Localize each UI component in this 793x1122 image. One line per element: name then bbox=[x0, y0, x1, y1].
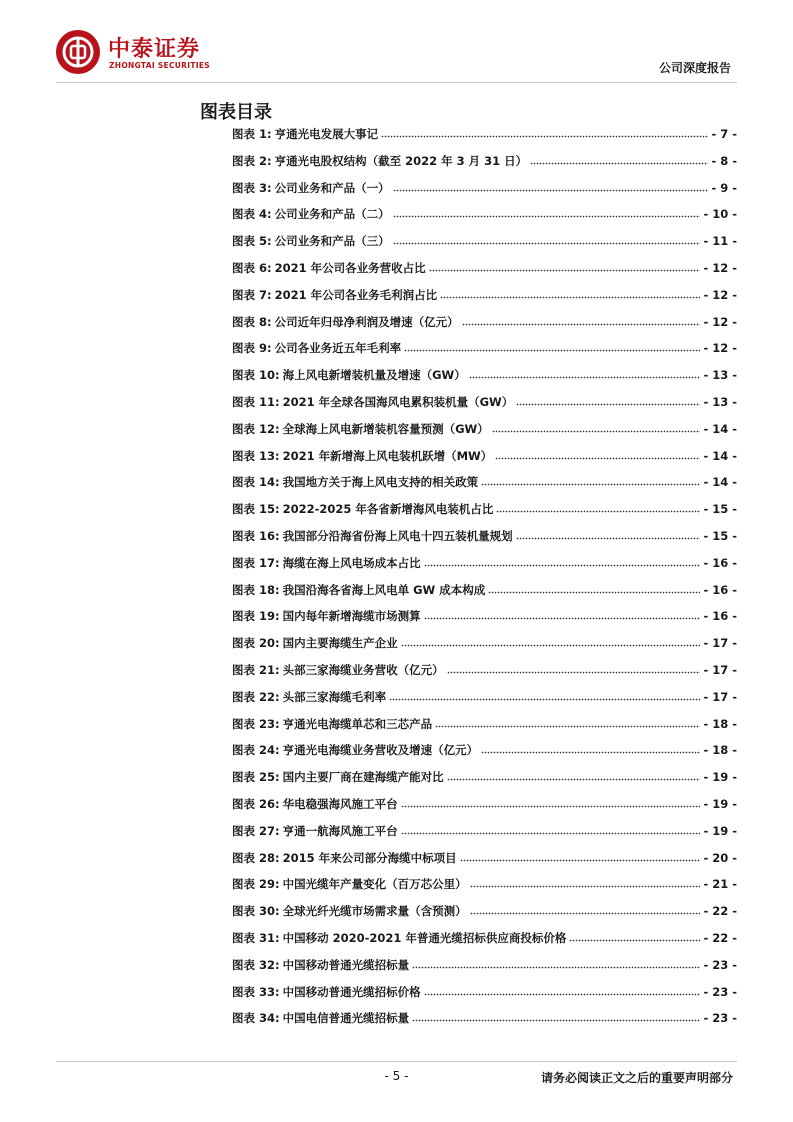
toc-entry-label: 图表 14: bbox=[232, 475, 280, 490]
toc-entry-title: 中国移动普通光缆招标量 bbox=[282, 957, 410, 972]
logo-chinese-name: 中泰证券 bbox=[108, 37, 201, 62]
toc-entry-page: - 18 - bbox=[703, 743, 737, 758]
toc-entry-label: 图表 9: bbox=[232, 341, 272, 356]
toc-entry[interactable] bbox=[232, 287, 737, 314]
toc-entry-title: 全球光纤光缆市场需求量（含预测） bbox=[282, 904, 467, 919]
toc-entry-title: 亨通光电海缆业务营收及增速（亿元） bbox=[282, 743, 479, 758]
toc-entry-label: 图表 19: bbox=[232, 609, 280, 624]
toc-entry[interactable] bbox=[232, 608, 737, 635]
toc-entry-label: 图表 27: bbox=[232, 823, 280, 838]
toc-entry[interactable] bbox=[232, 367, 737, 394]
toc-entry-label: 图表 25: bbox=[232, 770, 280, 785]
footer-disclaimer: 请务必阅读正文之后的重要声明部分 bbox=[540, 1071, 733, 1085]
toc-entry-title: 公司业务和产品（二） bbox=[274, 207, 390, 222]
toc-entry-page: - 18 - bbox=[703, 716, 737, 731]
toc-entry-label: 图表 1: bbox=[232, 127, 272, 141]
toc-entry-label: 图表 2: bbox=[232, 153, 272, 168]
toc-entry-page: - 19 - bbox=[703, 770, 737, 785]
toc-entry[interactable] bbox=[232, 796, 737, 823]
toc-entry-page: - 17 - bbox=[703, 662, 737, 677]
toc-dot-leader bbox=[404, 344, 700, 352]
toc-dot-leader bbox=[481, 478, 700, 486]
toc-dot-leader bbox=[389, 693, 700, 701]
toc-dot-leader bbox=[530, 157, 708, 165]
toc-entry[interactable] bbox=[232, 716, 737, 743]
toc-dot-leader bbox=[488, 586, 700, 594]
toc-entry-page: - 19 - bbox=[703, 796, 737, 811]
toc-entry-label: 图表 32: bbox=[232, 957, 280, 972]
toc-entry[interactable] bbox=[232, 769, 737, 796]
toc-entry[interactable] bbox=[232, 850, 737, 877]
toc-entry-title: 公司近年归母净利润及增速（亿元） bbox=[274, 314, 459, 329]
toc-entry-title: 2021 年全球各国海风电累积装机量（GW） bbox=[282, 394, 514, 409]
toc-entry-label: 图表 18: bbox=[232, 582, 280, 597]
toc-entry[interactable] bbox=[232, 501, 737, 528]
toc-dot-leader bbox=[393, 237, 701, 245]
toc-dot-leader bbox=[429, 264, 701, 272]
toc-entry-title: 我国地方关于海上风电支持的相关政策 bbox=[282, 475, 479, 490]
toc-entry-label: 图表 31: bbox=[232, 930, 280, 945]
toc-dot-leader bbox=[447, 666, 701, 674]
toc-entry[interactable] bbox=[232, 474, 737, 501]
toc-entry-label: 图表 20: bbox=[232, 636, 280, 651]
toc-entry-page: - 13 - bbox=[703, 368, 737, 383]
toc-dot-leader bbox=[393, 184, 709, 192]
toc-entry-page: - 7 - bbox=[711, 127, 737, 141]
toc-entry-title: 全球海上风电新增装机容量预测（GW） bbox=[282, 421, 489, 436]
toc-entry-label: 图表 7: bbox=[232, 287, 272, 302]
toc-entry-title: 中国移动普通光缆招标价格 bbox=[282, 984, 421, 999]
toc-entry-label: 图表 10: bbox=[232, 368, 280, 383]
toc-entry-title: 2021 年公司各业务毛利润占比 bbox=[274, 287, 438, 302]
toc-dot-leader bbox=[495, 452, 700, 460]
toc-entry-title: 2022-2025 年各省新增海风电装机占比 bbox=[282, 502, 494, 517]
toc-entry[interactable] bbox=[232, 876, 737, 903]
toc-entry-title: 2015 年来公司部分海缆中标项目 bbox=[282, 850, 457, 865]
toc-heading: 图表目录 bbox=[200, 102, 272, 123]
toc-dot-leader bbox=[424, 988, 701, 996]
toc-dot-leader bbox=[440, 291, 700, 299]
toc-entry-page: - 17 - bbox=[703, 636, 737, 651]
toc-entry-label: 图表 30: bbox=[232, 904, 280, 919]
toc-entry[interactable] bbox=[232, 689, 737, 716]
toc-dot-leader bbox=[496, 505, 700, 513]
toc-dot-leader bbox=[393, 210, 701, 218]
toc-entry-label: 图表 26: bbox=[232, 796, 280, 811]
toc-entry-page: - 16 - bbox=[703, 609, 737, 624]
toc-entry-title: 中国电信普通光缆招标量 bbox=[282, 1011, 410, 1026]
toc-entry[interactable] bbox=[232, 984, 737, 1011]
toc-entry-page: - 14 - bbox=[703, 448, 737, 463]
toc-entry-page: - 11 - bbox=[703, 234, 737, 249]
toc-entry-title: 国内主要厂商在建海缆产能对比 bbox=[282, 770, 444, 785]
toc-dot-leader bbox=[424, 612, 701, 620]
toc-entry-page: - 12 - bbox=[703, 287, 737, 302]
toc-entry-page: - 14 - bbox=[703, 421, 737, 436]
toc-entry-page: - 23 - bbox=[703, 984, 737, 999]
toc-dot-leader bbox=[401, 639, 701, 647]
toc-dot-leader bbox=[462, 318, 701, 326]
toc-entry-page: - 23 - bbox=[703, 1011, 737, 1026]
toc-entry-title: 头部三家海缆业务营收（亿元） bbox=[282, 662, 444, 677]
toc-entry-title: 华电稳强海风施工平台 bbox=[282, 796, 398, 811]
toc-entry-title: 公司各业务近五年毛利率 bbox=[274, 341, 402, 356]
toc-entry-page: - 17 - bbox=[703, 689, 737, 704]
toc-entry-label: 图表 3: bbox=[232, 180, 272, 195]
toc-entry[interactable] bbox=[232, 126, 737, 153]
toc-entry-page: - 16 - bbox=[703, 582, 737, 597]
toc-entry-title: 公司业务和产品（一） bbox=[274, 180, 390, 195]
toc-entry-title: 海缆在海上风电场成本占比 bbox=[282, 555, 421, 570]
toc-entry-title: 2021 年公司各业务营收占比 bbox=[274, 260, 426, 275]
company-logo bbox=[56, 30, 246, 80]
toc-entry-label: 图表 29: bbox=[232, 877, 280, 892]
toc-entry[interactable] bbox=[232, 340, 737, 367]
figure-toc-list bbox=[232, 126, 737, 1037]
toc-entry[interactable] bbox=[232, 206, 737, 233]
toc-dot-leader bbox=[412, 1014, 700, 1022]
toc-dot-leader bbox=[424, 559, 701, 567]
toc-entry-title: 国内每年新增海缆市场测算 bbox=[282, 609, 421, 624]
toc-entry-label: 图表 8: bbox=[232, 314, 272, 329]
toc-entry-title: 2021 年新增海上风电装机跃增（MW） bbox=[282, 448, 493, 463]
toc-entry-title: 中国光缆年产量变化（百万芯公里） bbox=[282, 877, 467, 892]
toc-entry-page: - 21 - bbox=[703, 877, 737, 892]
toc-entry-title: 我国部分沿海省份海上风电十四五装机量规划 bbox=[282, 528, 513, 543]
toc-entry-label: 图表 4: bbox=[232, 207, 272, 222]
toc-entry[interactable] bbox=[232, 314, 737, 341]
toc-entry[interactable] bbox=[232, 421, 737, 448]
toc-dot-leader bbox=[516, 532, 701, 540]
toc-dot-leader bbox=[447, 773, 701, 781]
toc-entry-label: 图表 33: bbox=[232, 984, 280, 999]
toc-entry[interactable] bbox=[232, 742, 737, 769]
toc-dot-leader bbox=[481, 746, 700, 754]
toc-entry[interactable] bbox=[232, 930, 737, 957]
toc-dot-leader bbox=[435, 720, 700, 728]
zhongtai-logo-icon bbox=[56, 30, 100, 74]
toc-entry-page: - 20 - bbox=[703, 850, 737, 865]
toc-dot-leader bbox=[381, 130, 708, 138]
report-type-label: 公司深度报告 bbox=[658, 61, 731, 75]
toc-dot-leader bbox=[401, 800, 701, 808]
footer-divider bbox=[56, 1061, 737, 1062]
toc-dot-leader bbox=[470, 907, 701, 915]
toc-dot-leader bbox=[569, 934, 700, 942]
toc-entry-label: 图表 11: bbox=[232, 394, 280, 409]
toc-dot-leader bbox=[460, 854, 701, 862]
toc-dot-leader bbox=[492, 425, 701, 433]
toc-entry-page: - 9 - bbox=[711, 180, 737, 195]
toc-entry[interactable] bbox=[232, 448, 737, 475]
toc-entry-page: - 13 - bbox=[703, 394, 737, 409]
logo-english-name: ZHONGTAI SECURITIES bbox=[109, 61, 210, 70]
toc-entry-page: - 19 - bbox=[703, 823, 737, 838]
toc-entry-label: 图表 34: bbox=[232, 1011, 280, 1026]
header-divider bbox=[56, 82, 737, 83]
toc-entry[interactable] bbox=[232, 582, 737, 609]
toc-entry-title: 亨通光电股权结构（截至 2022 年 3 月 31 日） bbox=[274, 153, 528, 168]
toc-entry-page: - 15 - bbox=[703, 528, 737, 543]
toc-entry-title: 公司业务和产品（三） bbox=[274, 234, 390, 249]
toc-dot-leader bbox=[516, 398, 700, 406]
toc-entry-label: 图表 16: bbox=[232, 528, 280, 543]
toc-entry-label: 图表 23: bbox=[232, 716, 280, 731]
toc-entry[interactable] bbox=[232, 823, 737, 850]
toc-entry-title: 头部三家海缆毛利率 bbox=[282, 689, 387, 704]
toc-entry-page: - 14 - bbox=[703, 475, 737, 490]
toc-entry-page: - 22 - bbox=[703, 904, 737, 919]
toc-entry[interactable] bbox=[232, 233, 737, 260]
toc-entry-label: 图表 6: bbox=[232, 260, 272, 275]
toc-entry-title: 我国沿海各省海上风电单 GW 成本构成 bbox=[282, 582, 486, 597]
toc-entry-title: 亨通一航海风施工平台 bbox=[282, 823, 398, 838]
toc-entry-page: - 15 - bbox=[703, 502, 737, 517]
toc-entry-label: 图表 24: bbox=[232, 743, 280, 758]
toc-entry[interactable] bbox=[232, 153, 737, 180]
page-number: - 5 - bbox=[384, 1069, 409, 1083]
toc-entry-page: - 23 - bbox=[703, 957, 737, 972]
toc-entry[interactable] bbox=[232, 394, 737, 421]
toc-entry-page: - 12 - bbox=[703, 341, 737, 356]
toc-dot-leader bbox=[470, 880, 701, 888]
toc-entry-label: 图表 12: bbox=[232, 421, 280, 436]
toc-entry[interactable] bbox=[232, 1010, 737, 1037]
toc-entry[interactable] bbox=[232, 180, 737, 207]
toc-entry-title: 海上风电新增装机量及增速（GW） bbox=[282, 368, 466, 383]
toc-entry-page: - 12 - bbox=[703, 314, 737, 329]
toc-entry-label: 图表 28: bbox=[232, 850, 280, 865]
toc-dot-leader bbox=[469, 371, 701, 379]
toc-entry-title: 亨通光电海缆单芯和三芯产品 bbox=[282, 716, 433, 731]
toc-entry-page: - 12 - bbox=[703, 260, 737, 275]
toc-entry-page: - 10 - bbox=[703, 207, 737, 222]
toc-entry[interactable] bbox=[232, 957, 737, 984]
toc-entry-title: 国内主要海缆生产企业 bbox=[282, 636, 398, 651]
toc-entry[interactable] bbox=[232, 903, 737, 930]
toc-entry-page: - 16 - bbox=[703, 555, 737, 570]
toc-entry-label: 图表 15: bbox=[232, 502, 280, 517]
toc-dot-leader bbox=[401, 827, 701, 835]
toc-entry[interactable] bbox=[232, 635, 737, 662]
toc-entry-label: 图表 5: bbox=[232, 234, 272, 249]
toc-entry-label: 图表 17: bbox=[232, 555, 280, 570]
toc-entry[interactable] bbox=[232, 662, 737, 689]
toc-entry-label: 图表 13: bbox=[232, 448, 280, 463]
toc-dot-leader bbox=[412, 961, 700, 969]
toc-entry-title: 中国移动 2020-2021 年普通光缆招标供应商投标价格 bbox=[282, 930, 567, 945]
toc-entry-page: - 8 - bbox=[711, 153, 737, 168]
toc-entry-label: 图表 22: bbox=[232, 689, 280, 704]
toc-entry[interactable] bbox=[232, 260, 737, 287]
toc-entry-title: 亨通光电发展大事记 bbox=[274, 127, 379, 141]
toc-entry[interactable] bbox=[232, 528, 737, 555]
toc-entry[interactable] bbox=[232, 555, 737, 582]
toc-entry-page: - 22 - bbox=[703, 930, 737, 945]
toc-entry-label: 图表 21: bbox=[232, 662, 280, 677]
